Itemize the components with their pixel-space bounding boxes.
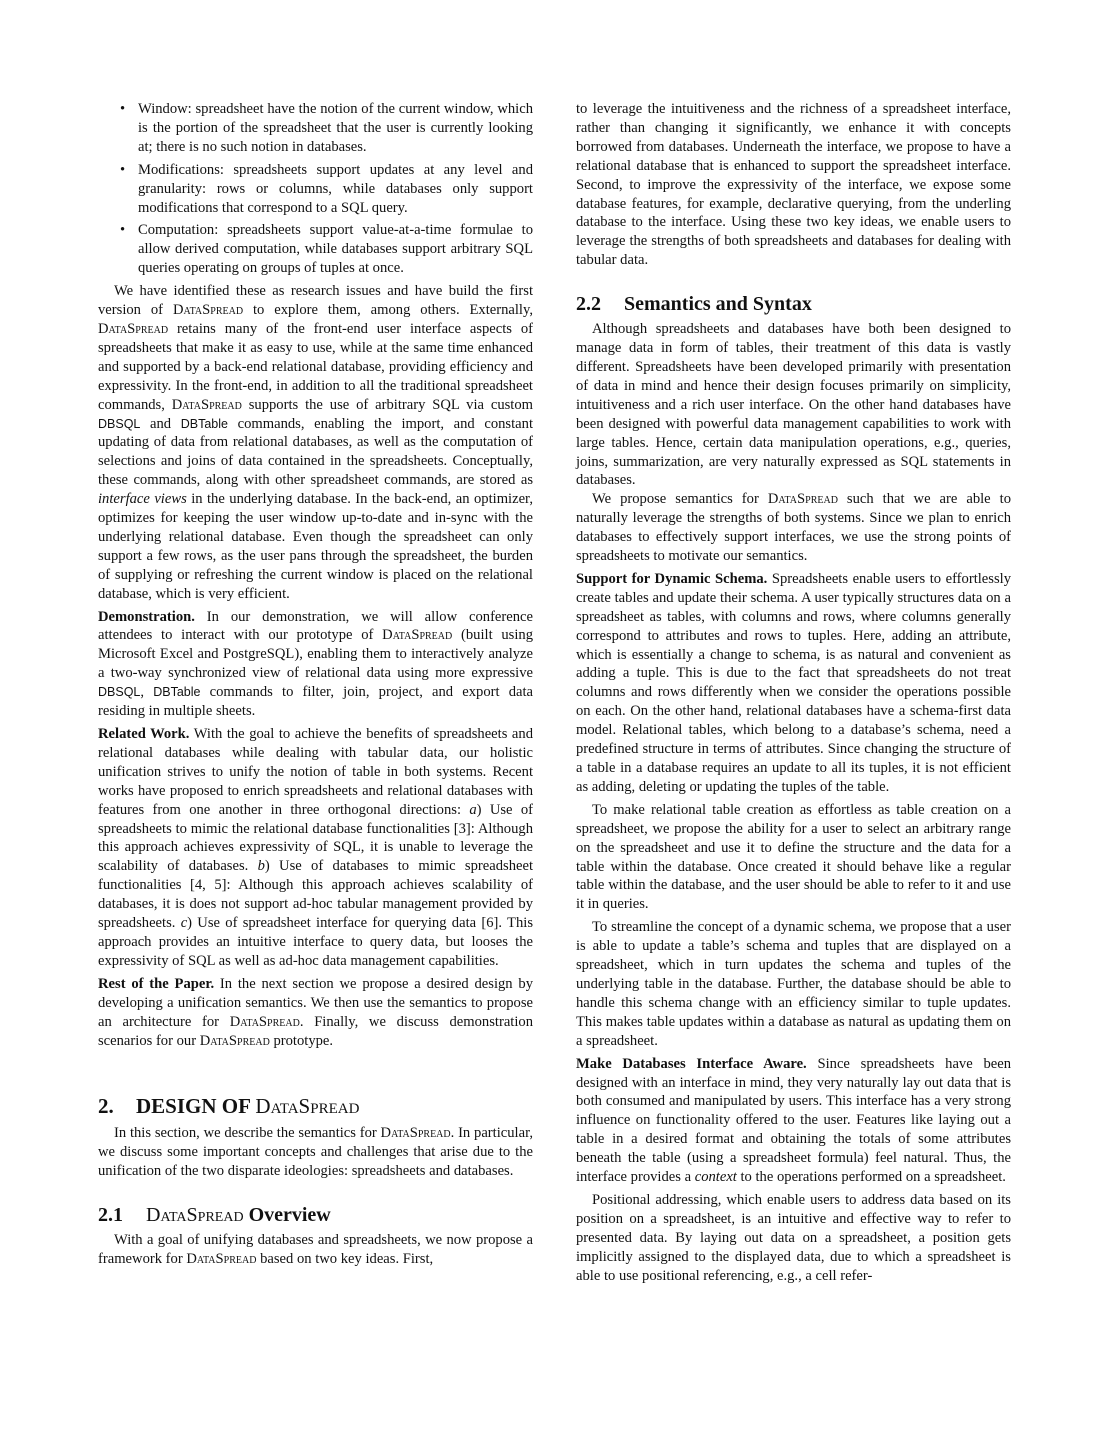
left-column [98, 100, 533, 1269]
product-name: DataSpread [382, 627, 453, 644]
section-heading-2: 2. DESIGN OF DataSpread [98, 1094, 360, 1119]
run-in-heading: Rest of the Paper. [98, 975, 215, 992]
product-name: DataSpread [146, 1204, 244, 1227]
related-work-paragraph: Related Work. With the goal to achieve the benefits of spreadsheets and relational databases while dealing with tabular data, our holistic unification strives to unify the notion of table in both systems. Recent works have proposed to enrich spreadsheets and relational databases with features from one another in three orthogonal directions: a) Use of spreadsheets to mimic the relational database functionalities [3]: Although this approach achieves expressivity of SQL, it is unable to leverage the scalability of databases. b) Use of databases to mimic spreadsheet functionalities [4, 5]: Although this approach achieves scalability of databases, it is does not support ad-hoc tabular management provided by spreadsheets. c) Use of spreadsheet interface for querying data [6]. This approach provides an intuitive interface to query data, but looses the expressivity of SQL as well as ad-hoc data management capabilities. [98, 726, 534, 969]
run-in-heading: Make Databases Interface Aware. [576, 1055, 807, 1072]
product-name: DataSpread [229, 1013, 300, 1030]
product-name: DataSpread [199, 1032, 270, 1049]
right-column [576, 100, 1011, 1285]
rest-of-paper-paragraph: Rest of the Paper. In the next section we propose a desired design by developing a unification semantics. We then use the semantics to propose an architecture for DataSpread. Finally, we discuss demonstration scenarios for our DataSpread prototype. [98, 975, 533, 1049]
product-name: DataSpread [98, 320, 169, 337]
bullet-modifications: • Modifications: spreadsheets support updates at any level and granularity: rows or columns, while databases only support modifications that correspond to a SQL query. [138, 161, 533, 218]
continuation-paragraph: to leverage the intuitiveness and the richness of a spreadsheet interface, rather than changing it significantly, we enhance it with concepts borrowed from databases. Underneath the interface, we propose to have a relational database that is enhanced to support the spreadsheet interface. Second, to improve the expressivity of the interface, we expose some database features, for example, declarative querying, from the underling database to the interface. Using these two key ideas, we enable users to leverage the strengths of both spreadsheets and databases for dealing with tabular data. [576, 101, 1011, 269]
subsection-heading-2-1: 2.1 DataSpread Overview [98, 1204, 331, 1227]
bullet-window: • Window: spreadsheet have the notion of the current window, which is the portion of the spreadsheet that the user is currently looking at; there is no such notion in databases. [138, 100, 533, 157]
run-in-heading: Related Work. [98, 726, 190, 742]
command-dbsql: DBSQL [98, 685, 141, 700]
dynamic-schema-paragraph: Support for Dynamic Schema. Spreadsheets enable users to effortlessly create tables and update their schema. A user typically structures data on a spreadsheet as tables, with columns and rows, where columns generally correspond to attributes and rows to tuples. Here, adding an attribute, which is essentially a change to schema, is as natural and convenient as adding a tuple. This is due to the fact that spreadsheets do not treat columns and rows differently when we consider the operations possible on each. On the other hand, relational databases have a schema-first data model. Relational tables, which belong to a database’s schema, need a predefined structure in terms of attributes. Since changing the structure of a table in a database requires an update to all its tuples, it is not efficient as adding, deleting or updating the tuples of the table. [576, 570, 1011, 795]
bullet-computation: • Computation: spreadsheets support value-at-a-time formulae to allow derived computation, while databases support arbitrary SQL queries operating on groups of tuples at once. [138, 221, 533, 278]
section-2-1-paragraph: With a goal of unifying databases and spreadsheets, we now propose a framework for DataSpread based on two key ideas. First, [98, 1232, 533, 1268]
semantics-paragraph-2: We propose semantics for DataSpread such that we are able to naturally leverage the strengths of both systems. Since we plan to enrich databases to effectively support interfaces, we use the strong points of spreadsheets to motivate our semantics. [576, 491, 1011, 565]
interface-aware-paragraph: Make Databases Interface Aware. Since spreadsheets have been designed with an interface in mind, they very naturally lay out data that is both consumed and manipulated by users. This interface has a very strong influence on functionality offered to the user. Features like laying out a table in a desired format and obtaining the totals of some attributes beneath the table (using a spreadsheet formula) feel natural. Thus, the interface provides a context to the operations performed on a spreadsheet. [576, 1055, 1011, 1186]
subsection-heading-2-2: 2.2 Semantics and Syntax [576, 293, 812, 316]
run-in-heading: Support for Dynamic Schema. [576, 570, 768, 587]
semantics-paragraph-1: Although spreadsheets and databases have both been designed to manage data in form of tables, their treatment of this data is vastly different. Spreadsheets have been developed primarily with presentation of data in mind and hence their design focuses primarily on simplicity, intuitiveness and a rich user interface. On the other hand databases have been designed with powerful data management capabilities to work with large tables. Hence, certain data manipulation operations, e.g., queries, joins, summarization, are very naturally expressed as SQL statements in databases. [576, 321, 1011, 489]
product-name: DataSpread [186, 1251, 257, 1268]
command-dbsql: DBSQL [98, 416, 141, 431]
positional-addressing-paragraph: Positional addressing, which enable users to address data based on its position on a spreadsheet, is an intuitive and effective way to refer to presented data. By laying out data on a spreadsheet, a position gets implicitly assigned to the displayed data, due to which a spreadsheet is able to use positional referencing, e.g., a cell refer- [576, 1191, 1011, 1284]
demonstration-paragraph: Demonstration. In our demonstration, we will allow conference attendees to interact with our prototype of DataSpread (built using Microsoft Excel and PostgreSQL), enabling them to interactively analyze a two-way synchronized view of relational data using more expressive DBSQL, DBTable commands to filter, join, project, and export data residing in multiple sheets. [98, 608, 534, 720]
product-name: DataSpread [172, 302, 244, 319]
difference-bullet-list [98, 100, 533, 278]
product-name: DataSpread [767, 491, 838, 508]
product-name: DataSpread [171, 396, 242, 413]
run-in-heading: Demonstration. [98, 608, 195, 625]
command-dbtable: DBTable [153, 685, 201, 700]
dynamic-schema-paragraph-2: To make relational table creation as effortless as table creation on a spreadsheet, we propose the ability for a user to select an arbitrary range on the spreadsheet and use it to define the structure and the data for a table within the database. Once created it should behave like a regular table within the database, and the user should be able to refer to it and use it in queries. [576, 801, 1011, 913]
section-2-intro: In this section, we describe the semantics for DataSpread. In particular, we discuss some important concepts and challenges that arise due to the unification of the two disparate ideologies: spreadsheets and databases. [98, 1125, 533, 1180]
dynamic-schema-paragraph-3: To streamline the concept of a dynamic schema, we propose that a user is able to update a table’s schema and tuples that are displayed on a spreadsheet, which in turn updates the schema and tuples of the underlying table in the database. Further, the database should be able to handle this schema change with an efficiency similar to tuple updates. This makes table updates within a database as natural as updating them on a spreadsheet. [576, 919, 1011, 1049]
command-dbtable: DBTable [180, 416, 228, 431]
product-name: DataSpread [380, 1125, 451, 1142]
product-name: DataSpread [255, 1094, 360, 1119]
intro-paragraph: We have identified these as research issues and have build the first version of DataSpread to explore them, among others. Externally, DataSpread retains many of the front-end user interface aspects of spreadsheets that make it as easy to use, while at the same time enhanced and supported by a back-end relational database, providing efficiency and expressivity. In the front-end, in addition to all the traditional spreadsheet commands, DataSpread supports the use of arbitrary SQL via custom DBSQL and DBTable commands, enabling the import, and constant updating of data from relational databases, as well as the computation of selections and joins of data contained in the spreadsheets. Conceptually, these commands, along with other spreadsheet commands, are stored as interface views in the underlying database. In the back-end, an optimizer, optimizes for keeping the user window up-to-date and in-sync with the underlying relational database. Even though the spreadsheet can only support a few rows, as the user pans through the spreadsheet, the burden of supplying or refreshing the current window is placed on the relational database, which is very efficient. [98, 283, 534, 602]
